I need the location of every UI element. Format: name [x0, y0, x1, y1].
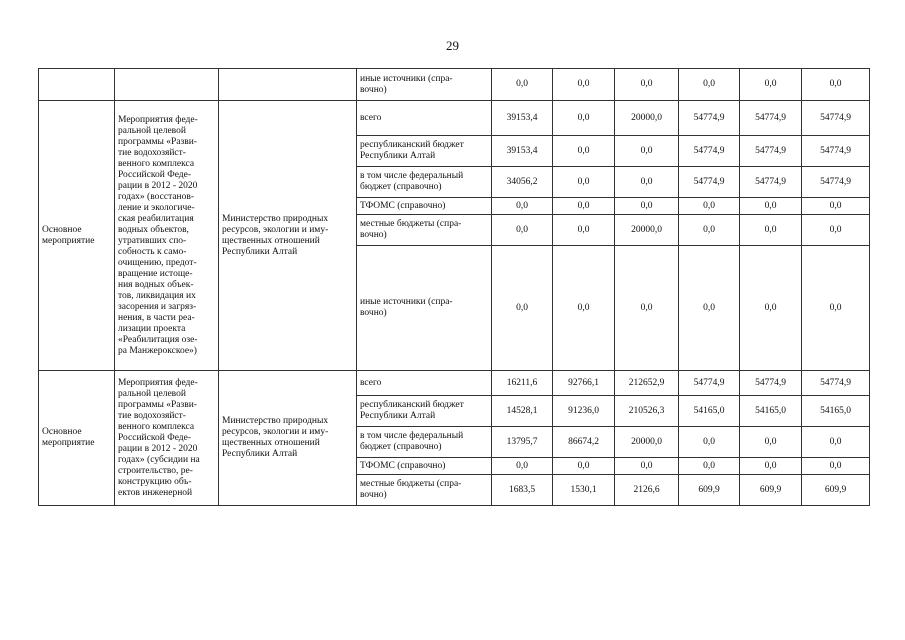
value-cell: 54774,9	[802, 136, 870, 167]
budget-table	[38, 68, 870, 506]
value-cell: 16211,6	[492, 371, 553, 396]
source-cell: местные бюджеты (спра- вочно)	[357, 475, 492, 506]
value-cell: 0,0	[553, 215, 615, 246]
value-cell: 1530,1	[553, 475, 615, 506]
source-cell: иные источники (спра- вочно)	[357, 69, 492, 101]
source-cell: всего	[357, 101, 492, 136]
source-cell: республиканский бюджет Республики Алтай	[357, 136, 492, 167]
value-cell: 0,0	[553, 69, 615, 101]
value-cell: 0,0	[802, 215, 870, 246]
value-cell: 212652,9	[615, 371, 679, 396]
value-cell: 0,0	[492, 69, 553, 101]
value-cell: 54774,9	[740, 167, 802, 198]
value-cell: 609,9	[679, 475, 740, 506]
value-cell: 0,0	[553, 198, 615, 215]
value-cell: 39153,4	[492, 136, 553, 167]
page-number: 29	[446, 38, 459, 53]
value-cell: 54774,9	[802, 371, 870, 396]
value-cell: 86674,2	[553, 427, 615, 458]
value-cell: 54774,9	[679, 136, 740, 167]
executor-cell: Министерство природных ресурсов, экологии и иму- щественных отношений Республики Алтай	[219, 101, 357, 371]
source-cell: иные источники (спра- вочно)	[357, 246, 492, 371]
value-cell: 91236,0	[553, 396, 615, 427]
value-cell: 54774,9	[802, 101, 870, 136]
value-cell: 0,0	[492, 246, 553, 371]
source-cell: в том числе федеральный бюджет (справочно)	[357, 167, 492, 198]
value-cell: 0,0	[802, 458, 870, 475]
source-cell: в том числе федеральный бюджет (справочно)	[357, 427, 492, 458]
value-cell: 0,0	[740, 246, 802, 371]
value-cell: 20000,0	[615, 215, 679, 246]
value-cell: 0,0	[740, 215, 802, 246]
value-cell: 0,0	[553, 167, 615, 198]
value-cell: 0,0	[492, 198, 553, 215]
value-cell: 0,0	[740, 198, 802, 215]
value-cell: 54774,9	[679, 101, 740, 136]
activity-type-cell: Основное мероприятие	[39, 101, 115, 371]
value-cell: 39153,4	[492, 101, 553, 136]
value-cell: 0,0	[679, 215, 740, 246]
source-cell: ТФОМС (справочно)	[357, 458, 492, 475]
value-cell: 0,0	[553, 101, 615, 136]
activity-name-cell: Мероприятия феде- ральной целевой программы «Разви- тие водохозяйст- венного комплекса Российской Феде- рации в 2012 - 2020 годах» (восстанов- ление и экологиче- ская реабилитация водных объектов, утративших спо- собность к само- очищению, предот- вращение истоще- ния водных объек- тов, ликвидация их засорения и загряз- нения, в части реа- лизации проекта «Реабилитация озе- ра Манжерокское»)	[115, 101, 219, 371]
value-cell: 54774,9	[679, 167, 740, 198]
type-cell-empty	[39, 69, 115, 101]
value-cell: 20000,0	[615, 101, 679, 136]
value-cell: 0,0	[802, 69, 870, 101]
value-cell: 0,0	[615, 69, 679, 101]
activity-type-cell: Основное мероприятие	[39, 371, 115, 506]
value-cell: 2126,6	[615, 475, 679, 506]
value-cell: 0,0	[679, 246, 740, 371]
value-cell: 54774,9	[740, 101, 802, 136]
value-cell: 0,0	[553, 136, 615, 167]
value-cell: 0,0	[615, 458, 679, 475]
value-cell: 0,0	[802, 198, 870, 215]
value-cell: 0,0	[679, 69, 740, 101]
source-cell: местные бюджеты (спра- вочно)	[357, 215, 492, 246]
source-cell: ТФОМС (справочно)	[357, 198, 492, 215]
value-cell: 0,0	[553, 458, 615, 475]
activity-name-cell: Мероприятия феде- ральной целевой программы «Разви- тие водохозяйст- венного комплекса Российской Феде- рации в 2012 - 2020 годах» (субсидии на строительство, ре- конструкцию объ- ектов инженерной	[115, 371, 219, 506]
value-cell: 0,0	[740, 69, 802, 101]
value-cell: 92766,1	[553, 371, 615, 396]
executor-cell: Министерство природных ресурсов, экологии и иму- щественных отношений Республики Алтай	[219, 371, 357, 506]
source-cell: всего	[357, 371, 492, 396]
value-cell: 54774,9	[679, 371, 740, 396]
value-cell: 54165,0	[802, 396, 870, 427]
value-cell: 34056,2	[492, 167, 553, 198]
value-cell: 0,0	[740, 458, 802, 475]
value-cell: 0,0	[615, 167, 679, 198]
value-cell: 0,0	[615, 246, 679, 371]
value-cell: 14528,1	[492, 396, 553, 427]
name-cell-empty	[115, 69, 219, 101]
value-cell: 20000,0	[615, 427, 679, 458]
value-cell: 54165,0	[740, 396, 802, 427]
value-cell: 0,0	[802, 427, 870, 458]
value-cell: 54774,9	[740, 371, 802, 396]
value-cell: 54165,0	[679, 396, 740, 427]
value-cell: 609,9	[802, 475, 870, 506]
table-row	[39, 371, 870, 396]
value-cell: 0,0	[615, 198, 679, 215]
value-cell: 13795,7	[492, 427, 553, 458]
executor-cell-empty	[219, 69, 357, 101]
value-cell: 1683,5	[492, 475, 553, 506]
value-cell: 0,0	[679, 198, 740, 215]
value-cell: 0,0	[740, 427, 802, 458]
value-cell: 0,0	[615, 136, 679, 167]
value-cell: 0,0	[679, 458, 740, 475]
value-cell: 54774,9	[802, 167, 870, 198]
value-cell: 0,0	[492, 215, 553, 246]
table-row	[39, 101, 870, 136]
value-cell: 210526,3	[615, 396, 679, 427]
value-cell: 0,0	[802, 246, 870, 371]
source-cell: республиканский бюджет Республики Алтай	[357, 396, 492, 427]
value-cell: 0,0	[553, 246, 615, 371]
value-cell: 54774,9	[740, 136, 802, 167]
value-cell: 0,0	[679, 427, 740, 458]
table-row	[39, 69, 870, 101]
value-cell: 609,9	[740, 475, 802, 506]
value-cell: 0,0	[492, 458, 553, 475]
